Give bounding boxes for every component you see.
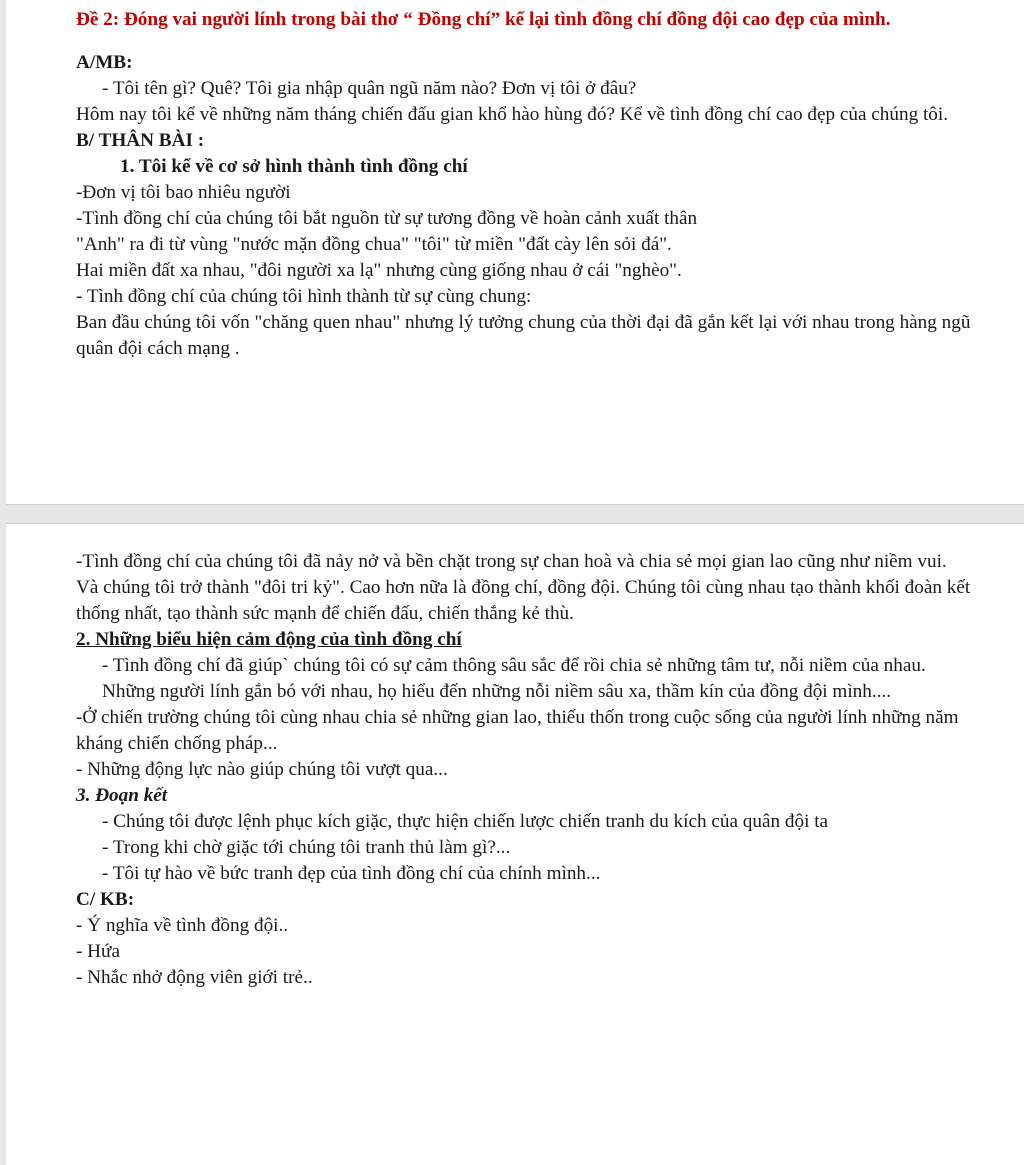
page-1-content <box>76 6 972 362</box>
mb-heading: A/MB: <box>76 52 133 73</box>
kb-item: - Ý nghĩa về tình đồng đội.. <box>76 915 289 936</box>
mb-intro: Hôm nay tôi kể về những năm tháng chiến đấu gian khổ hào hùng đó? Kể về tình đồng chí cao đẹp của chúng tôi. <box>76 104 949 125</box>
tb1-paragraph: -Tình đồng chí của chúng tôi bắt nguồn từ sự tương đồng về hoàn cảnh xuất thân <box>76 208 698 229</box>
tb1-paragraph: - Tình đồng chí của chúng tôi hình thành từ sự cùng chung: <box>76 286 532 307</box>
essay-title: Đề 2: Đóng vai người lính trong bài thơ “ Đồng chí” kể lại tình đồng chí đồng đội cao đẹp của mình. <box>76 9 891 30</box>
tb-heading: B/ THÂN BÀI : <box>76 130 205 151</box>
kb-heading: C/ KB: <box>76 889 135 910</box>
page-2-content <box>76 549 972 991</box>
s2-paragraph: -Ở chiến trường chúng tôi cùng nhau chia sẻ những gian lao, thiếu thốn trong cuộc sống của người lính những năm kháng chiến chống pháp... <box>76 707 959 754</box>
tb1-paragraph: -Đơn vị tôi bao nhiêu người <box>76 182 291 203</box>
tb-section1-heading: 1. Tôi kể về cơ sở hình thành tình đồng chí <box>120 156 468 177</box>
s3-list-item: - Tôi tự hào về bức tranh đẹp của tình đồng chí của chính mình... <box>102 863 601 884</box>
document-page-1 <box>6 0 1024 505</box>
s3-list-item: - Trong khi chờ giặc tới chúng tôi tranh thủ làm gì?... <box>102 837 511 858</box>
document-page-2 <box>6 523 1024 1165</box>
tb-section3-heading: 3. Đoạn kết <box>76 785 168 806</box>
kb-item: - Hứa <box>76 941 120 962</box>
s2-paragraph: - Tình đồng chí đã giúp` chúng tôi có sự cảm thông sâu sắc để rồi chia sẻ những tâm tư, nỗi niềm của nhau. Những người lính gắn bó với nhau, họ hiểu đến những nỗi niềm sâu xa, thầm kín của đồng đội mình.... <box>102 655 926 702</box>
tb1-paragraph: "Anh" ra đi từ vùng "nước mặn đồng chua" "tôi" từ miền "đất cày lên sỏi đá". <box>76 234 672 255</box>
s3-paragraph: - Chúng tôi được lệnh phục kích giặc, thực hiện chiến lược chiến tranh du kích của quân đội ta <box>102 811 829 832</box>
tb-section2-heading: 2. Những biểu hiện cảm động của tình đồng chí <box>76 629 462 650</box>
tb1-paragraph: Ban đầu chúng tôi vốn "chăng quen nhau" nhưng lý tưởng chung của thời đại đã gắn kết lại với nhau trong hàng ngũ quân đội cách mạng . <box>76 312 971 359</box>
s2-paragraph: - Những động lực nào giúp chúng tôi vượt qua... <box>76 759 448 780</box>
mb-question: - Tôi tên gì? Quê? Tôi gia nhập quân ngũ năm nào? Đơn vị tôi ở đâu? <box>102 78 637 99</box>
tb1-paragraph: Hai miền đất xa nhau, "đôi người xa lạ" nhưng cùng giống nhau ở cái "nghèo". <box>76 260 682 281</box>
kb-item: - Nhắc nhở động viên giới trẻ.. <box>76 967 313 988</box>
tb1-continued-paragraph: -Tình đồng chí của chúng tôi đã nảy nở và bền chặt trong sự chan hoà và chia sẻ mọi gian lao cũng như niềm vui. Và chúng tôi trở thành "đôi tri kỷ". Cao hơn nữa là đồng chí, đồng đội. Chúng tôi cùng nhau tạo thành khối đoàn kết thống nhất, tạo thành sức mạnh để chiến đấu, chiến thắng kẻ thù. <box>76 551 971 624</box>
